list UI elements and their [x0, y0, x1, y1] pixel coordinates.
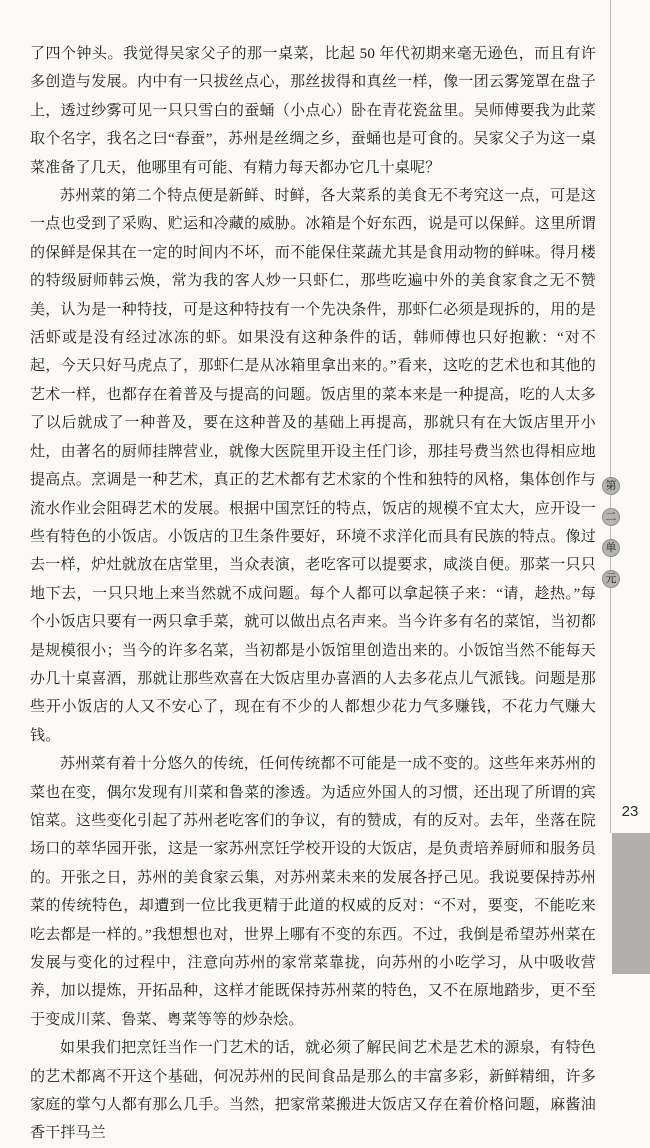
unit-badge-3 [602, 539, 620, 557]
unit-badge-4 [602, 570, 620, 588]
unit-badge-char: 二 [605, 510, 617, 523]
unit-label [602, 477, 620, 588]
body-paragraph-folk-art: 如果我们把烹饪当作一门艺术的话，就必须了解民间艺术是艺术的源泉，有特色的艺术都离不开这个基础，何况苏州的民间食品是那么的丰富多彩，新鲜精细，许多家庭的掌勺人都有那么几手。当然，把家常菜搬进大饭店又存在着价格问题，麻酱油香干拌马兰 [30, 1040, 596, 1142]
unit-badge-1 [602, 477, 620, 495]
unit-badge-2 [602, 508, 620, 526]
body-paragraph-second-feature: 苏州菜的第二个特点便是新鲜、时鲜，各大菜系的美食无不考究这一点，可是这一点也受到了采购、贮运和冷藏的威胁。冰箱是个好东西，说是可以保鲜。这里所谓的保鲜是保其在一定的时间内不坏，而不能保住菜蔬尤其是食用动物的鲜味。得月楼的特级厨师韩云焕，常为我的客人炒一只虾仁，那些吃遍中外的美食家食之无不赞美，认为是一种特技，可是这种特技有一个先决条件，那虾仁必须是现拆的，用的是活虾或是没有经过冰冻的虾。如果没有这种条件的话，韩师傅也只好抱歉：“对不起，今天只好马虎点了，那虾仁是从冰箱里拿出来的。”看来，这吃的艺术也和其他的艺术一样，也都存在着普及与提高的问题。饭店里的菜本来是一种提高，吃的人太多了以后就成了一种普及，要在这种普及的基础上再提高，那就只有在大饭店里开小灶，由著名的厨师挂牌营业，就像大医院里开设主任门诊，那挂号费当然也得相应地提高点。烹调是一种艺术，真正的艺术都有艺术家的个性和独特的风格，集体创作与流水作业会阻碍艺术的发展。根据中国烹饪的特点，饭店的规模不宜太大，应开设一些有特色的小饭店。小饭店的卫生条件要好，环境不求洋化而具有民族的特点。像过去一样，炉灶就放在店堂里，当众表演，老吃客可以提要求，咸淡自便。那菜一只只地下去，一只只地上来当然就不成问题。每个人都可以拿起筷子来：“请，趁热。”每个小饭店只要有一两只拿手菜，就可以做出点名声来。当今许多有名的菜馆，当初都是规模很小；当今的许多名菜，当初都是小饭馆里创造出来的。小饭馆当然不能每天办几十桌喜酒，那就让那些欢喜在大饭店里办喜酒的人去多花点儿气派钱。问题是那些开小饭店的人又不安心了，现在有不少的人都想少花力气多赚钱，不花力气赚大钱。 [30, 188, 596, 744]
margin-rule [610, 0, 611, 833]
body-paragraph-tradition: 苏州菜有着十分悠久的传统，任何传统都不可能是一成不变的。这些年来苏州的菜也在变，偶尔发现有川菜和鲁菜的渗透。为适应外国人的习惯，还出现了所谓的宾馆菜。这些变化引起了苏州老吃客们的争议，有的赞成，有的反对。去年，坐落在院场口的萃华园开张，这是一家苏州烹饪学校开设的大饭店，是负责培养厨师和服务员的。开张之日，苏州的美食家云集，对苏州菜未来的发展各抒己见。我说要保持苏州菜的传统特色，却遭到一位比我更精于此道的权威的反对：“不对，要变，不能吃来吃去都是一样的。”我想想也对，世界上哪有不变的东西。不过，我倒是希望苏州菜在发展与变化的过程中，注意向苏州的家常菜靠拢，向苏州的小吃学习，从中吸收营养，加以提炼，开拓品种，这样才能既保持苏州菜的特色，又不在原地踏步，更不至于变成川菜、鲁菜、粤菜等等的炒杂烩。 [30, 756, 596, 1028]
unit-badge-char: 元 [605, 572, 617, 585]
page-number: 23 [621, 803, 639, 820]
unit-badge-char: 第 [605, 479, 617, 492]
body-paragraph-continuation: 了四个钟头。我觉得吴家父子的那一桌菜，比起 50 年代初期来毫无逊色，而且有许多创造与发展。内中有一只拔丝点心，那丝拔得和真丝一样，像一团云雾笼罩在盘子上，透过纱雾可见一只只雪白的蚕蛹（小点心）卧在青花瓷盆里。吴师傅要我为此菜取个名字，我名之曰“春蚕”，苏州是丝绸之乡，蚕蛹也是可食的。吴家父子为这一桌菜准备了几天，他哪里有可能、有精力每天都办它几十桌呢？ [30, 46, 596, 176]
unit-badge-char: 单 [605, 541, 617, 554]
body-text-column [30, 40, 596, 1148]
corner-gray-block [612, 833, 650, 974]
